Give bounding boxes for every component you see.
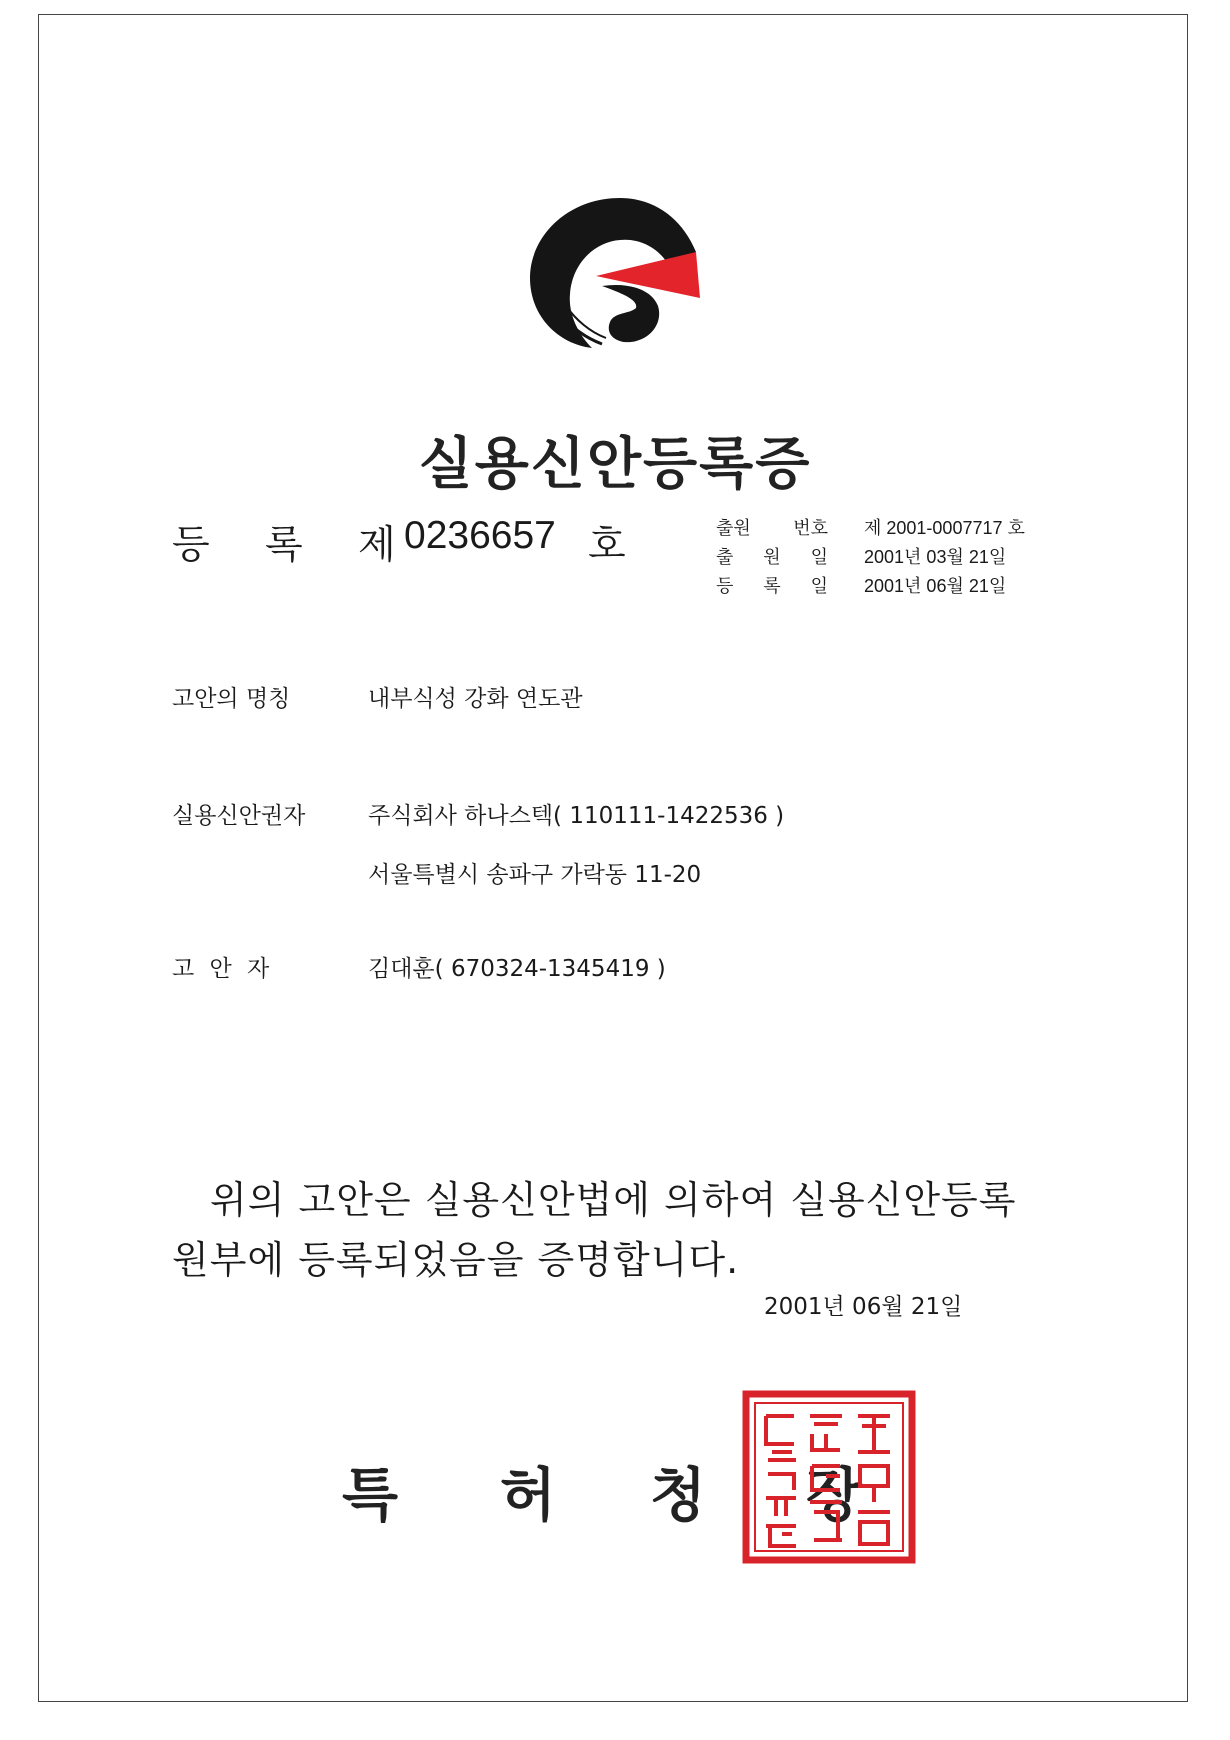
registration-label-1: 등: [172, 523, 210, 568]
field-value: 김대훈( 670324-1345419 ): [368, 956, 666, 982]
field-value: 주식회사 하나스텍( 110111-1422536 ): [368, 803, 785, 829]
field-value: 내부식성 강화 연도관: [368, 686, 583, 712]
meta-label: 출원 번호: [716, 518, 828, 539]
meta-value: 2001년 06월 21일: [864, 576, 1007, 596]
certification-statement: 위의 고안은 실용신안법에 의하여 실용신안등록 원부에 등록되었음을 증명합니다.: [172, 1178, 1017, 1282]
issue-date: 2001년 06월 21일: [764, 1294, 963, 1320]
registration-label-2: 록: [265, 523, 303, 568]
registration-suffix: 호: [588, 523, 626, 568]
meta-label: 등 록 일: [716, 576, 828, 597]
field-label: 고안의 명칭: [172, 686, 291, 712]
issuer-char: 청: [650, 1461, 707, 1529]
issuer-char: 허: [500, 1461, 557, 1529]
meta-value: 제 2001-0007717 호: [864, 518, 1025, 538]
seal-text: [742, 1390, 916, 1564]
document-title: 실용신안등록증: [418, 432, 812, 497]
meta-label: 출 원 일: [716, 547, 828, 568]
field-label: 실용신안권자: [172, 803, 306, 829]
issuer-char: 장: [806, 1461, 863, 1529]
issuer-char: 특: [342, 1461, 399, 1529]
registration-label-3: 제: [358, 523, 396, 568]
meta-value: 2001년 03월 21일: [864, 547, 1007, 567]
field-label: 고 안 자: [172, 956, 274, 982]
government-emblem-logo: [520, 186, 720, 356]
holder-address: 서울특별시 송파구 가락동 11-20: [368, 862, 702, 888]
registration-number-value: 0236657: [404, 514, 556, 557]
